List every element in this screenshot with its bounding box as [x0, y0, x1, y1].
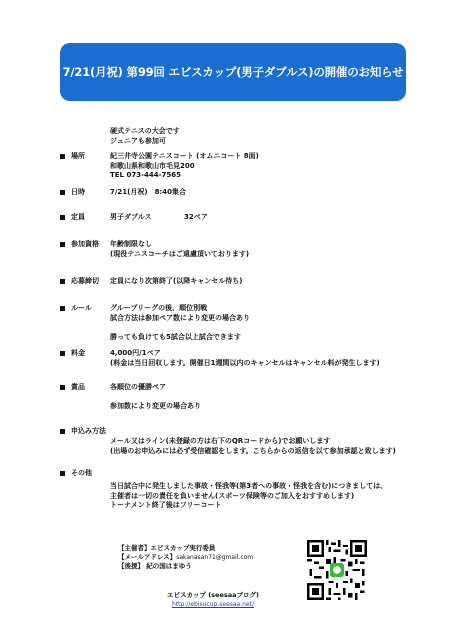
bullet-icon — [60, 351, 65, 356]
organizer-key: 【主催者】 — [118, 544, 151, 552]
title-banner — [60, 43, 406, 101]
blog-name: エビスカップ (seesaaブログ) — [167, 591, 259, 599]
blog-info — [167, 591, 259, 609]
section-label: 申込み方法 — [71, 427, 106, 435]
section-label: 参加資格 — [71, 240, 99, 248]
bullet-icon — [60, 279, 65, 284]
intro-line: 硬式テニスの大会です — [110, 127, 180, 135]
bullet-icon — [60, 154, 65, 159]
bullet-icon — [60, 385, 65, 390]
apply-line: メール又はライン(未登録の方は右下のQRコードから)でお願いします — [110, 437, 331, 445]
bullet-icon — [60, 471, 65, 476]
rules-line: グループリーグの後、順位別戦 — [110, 304, 208, 312]
date-line: 7/21(月祝) 8:40集合 — [110, 188, 186, 196]
email-value[interactable]: sakanasan71@gmail.com — [176, 554, 254, 561]
section-label: 場所 — [71, 152, 85, 160]
fee-line: (料金は当日回収します。開催日1週間以内のキャンセルはキャンセル料が発生します) — [110, 358, 380, 367]
footer-info — [118, 544, 253, 571]
bullet-icon — [60, 306, 65, 311]
venue-line: 紀三井寺公園テニスコート (オムニコート 8面) — [110, 152, 259, 160]
capacity-count: 32ペア — [183, 213, 208, 221]
venue-line: 和歌山県和歌山市毛見200 — [110, 161, 195, 170]
prize-line: 参加数により変更の場合あり — [110, 402, 201, 410]
section-label: 応募締切 — [71, 277, 99, 285]
blog-link[interactable]: http://ebisucup.seesaa.net/ — [171, 601, 255, 608]
intro-line: ジュニアも参加可 — [110, 137, 166, 145]
fee-line: 4,000円/1ペア — [110, 349, 161, 357]
rules-line: 勝っても負けても5試合以上試合できます — [110, 332, 241, 341]
section-label: その他 — [71, 469, 92, 477]
other-line: 当日試合中に発生しました事故・怪我等(第3者への事故・怪我を含む)につきましては、 — [110, 482, 388, 490]
other-line: トーナメント終了後はフリーコート — [110, 501, 222, 509]
organizer-value: エビスカップ実行委員 — [150, 544, 216, 552]
venue-line: TEL 073-444-7565 — [110, 171, 181, 179]
qr-code-icon[interactable] — [307, 540, 367, 600]
prize-line: 各順位の優勝ペア — [110, 383, 166, 391]
capacity-event: 男子ダブルス — [110, 213, 152, 221]
section-label: 賞品 — [71, 383, 85, 391]
other-line: 主催者は一切の責任を負いません(スポーツ保険等のご加入をおすすめします) — [110, 491, 355, 500]
section-label: 定員 — [71, 213, 85, 221]
section-label: 日時 — [71, 188, 85, 196]
bullet-icon — [60, 190, 65, 195]
bullet-icon — [60, 429, 65, 434]
eligibility-line: 年齢制限なし — [110, 240, 152, 248]
bullet-icon — [60, 242, 65, 247]
bullet-icon — [60, 215, 65, 220]
eligibility-line: (現役テニスコーチはご遠慮頂いております) — [110, 249, 250, 258]
email-key: 【メールアドレス】 — [118, 553, 177, 561]
page-title: 7/21(月祝) 第99回 エビスカップ(男子ダブルス)の開催のお知らせ — [62, 65, 404, 79]
section-label: 料金 — [71, 349, 85, 357]
apply-line: (出場のお申込みには必ず受信確認をします。こちらからの返信を以て参加承認と致します) — [110, 446, 396, 455]
sponsor-key: 【後援】 — [118, 562, 144, 570]
rules-line: 試合方法は参加ペア数により変更の場合あり — [110, 313, 250, 322]
intro-text — [110, 126, 180, 146]
sponsor-value: 紀の国はまゆう — [146, 562, 192, 570]
deadline-line: 定員になり次第終了(以降キャンセル待ち) — [110, 277, 243, 285]
section-label: ルール — [71, 304, 92, 312]
